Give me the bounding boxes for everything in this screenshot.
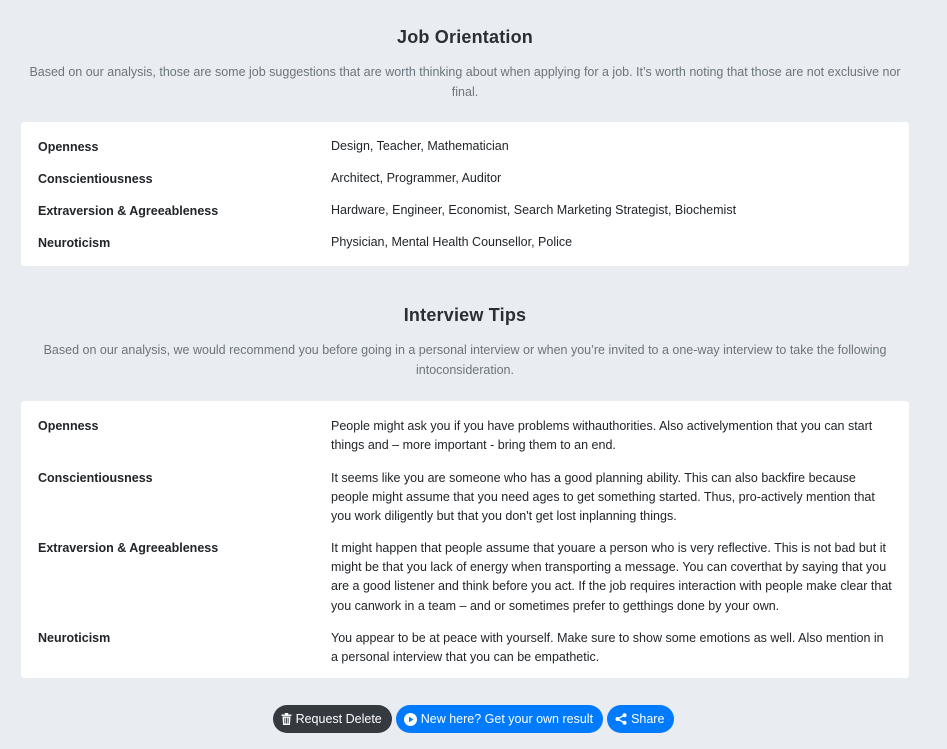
play-circle-icon xyxy=(404,713,417,726)
action-buttons xyxy=(0,705,947,733)
trait-value: Architect, Programmer, Auditor xyxy=(331,171,502,185)
trait-value: Hardware, Engineer, Economist, Search Marketing Strategist, Biochemist xyxy=(331,203,737,217)
trash-icon xyxy=(281,713,292,725)
interview-tips-card xyxy=(21,401,909,678)
trait-label: Extraversion & Agreeableness xyxy=(38,541,219,555)
interview-tips-description: Based on our analysis, we would recommend you before going in a personal interview or when you’re invited to a one-way interview to take the following intoconsideration. xyxy=(43,343,887,377)
table-row xyxy=(38,465,892,535)
interview-tips-section xyxy=(21,305,909,380)
trait-label: Openness xyxy=(38,140,99,154)
trait-label: Conscientiousness xyxy=(38,172,153,186)
table-row xyxy=(38,228,892,260)
trait-value: You appear to be at peace with yourself. Make sure to show some emotions as well. Also mention in a personal interview that you can be empathetic. xyxy=(331,631,884,665)
job-orientation-section xyxy=(21,27,909,102)
table-row xyxy=(38,132,892,164)
table-row xyxy=(38,164,892,196)
job-orientation-title: Job Orientation xyxy=(396,27,533,47)
table-row xyxy=(38,625,892,671)
table-row xyxy=(38,196,892,228)
trait-label: Openness xyxy=(38,419,99,433)
trait-value: People might ask you if you have problems withauthorities. Also activelymention that you can start things and – more important - bring them to an end. xyxy=(331,419,873,453)
trait-label: Conscientiousness xyxy=(38,471,153,485)
table-row xyxy=(38,413,892,465)
trait-value: It might happen that people assume that youare a person who is very reflective. This is not bad but it might be that you lack of energy when transporting a message. You can coverthat by saying that you are a good listener and think before you act. If the job requires interaction with people make clear that you canwork in a team – and or sometimes prefer to getthings done by your own. xyxy=(331,541,892,613)
trait-label: Neuroticism xyxy=(38,631,111,645)
new-here-label: New here? Get your own result xyxy=(420,712,594,726)
table-row xyxy=(38,535,892,625)
job-orientation-description: Based on our analysis, those are some job suggestions that are worth thinking about when applying for a job. It’s worth noting that those are not exclusive nor final. xyxy=(29,65,901,99)
new-here-button[interactable] xyxy=(396,705,603,733)
job-orientation-card xyxy=(21,122,909,266)
trait-label: Neuroticism xyxy=(38,236,111,250)
request-delete-button[interactable] xyxy=(273,705,392,733)
share-icon xyxy=(615,713,627,725)
interview-tips-title: Interview Tips xyxy=(403,305,527,325)
trait-value: It seems like you are someone who has a good planning ability. This can also backfire because people might assume that you need ages to get something started. Thus, pro-actively mention that you work diligently but that you don't get lost inplanning things. xyxy=(331,471,875,524)
trait-value: Design, Teacher, Mathematician xyxy=(331,139,509,153)
share-label: Share xyxy=(631,712,665,726)
trait-value: Physician, Mental Health Counsellor, Police xyxy=(331,235,573,249)
trait-label: Extraversion & Agreeableness xyxy=(38,204,219,218)
share-button[interactable] xyxy=(607,705,674,733)
request-delete-label: Request Delete xyxy=(295,712,382,726)
